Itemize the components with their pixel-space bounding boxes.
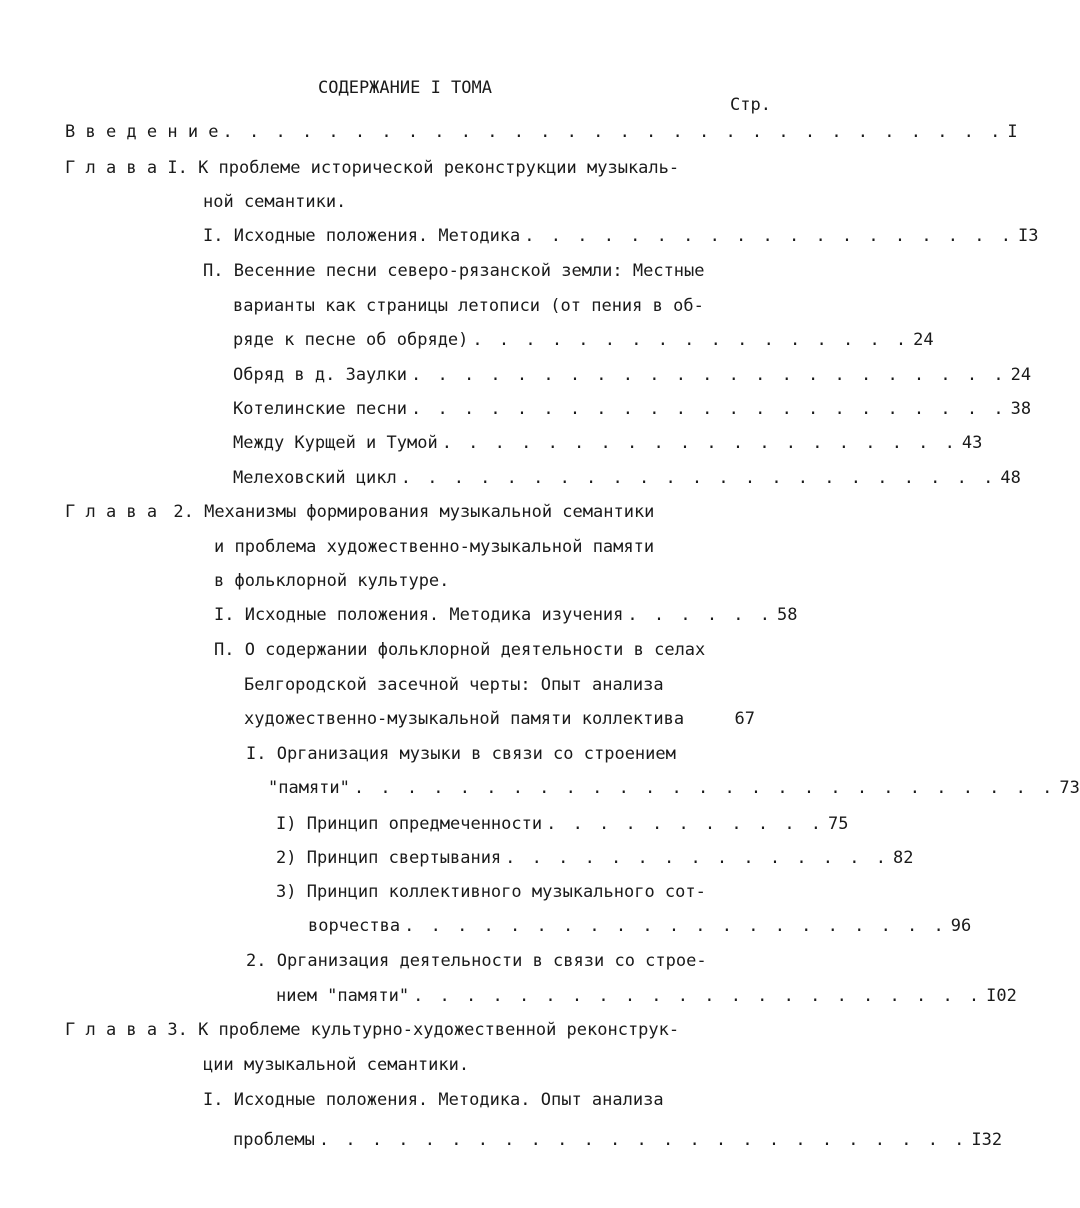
dot-leader: . . . . . . . . . . . . . . . (505, 848, 889, 868)
toc-entry-text: Обряд в д. Заулки (233, 365, 407, 385)
toc-entry-continuation (233, 291, 763, 321)
toc-entry[interactable] (65, 497, 765, 527)
toc-entry[interactable] (214, 600, 798, 630)
dot-leader: . . . . . . . . . . . . . . . . . . . (524, 226, 1014, 246)
dot-leader: . . . . . . . . . . . . . . . . . . . . . . . (400, 468, 997, 488)
dot-leader: . . . . . . . . . . . . . . . . . . . . . . (413, 986, 983, 1006)
toc-entry-text: I) Принцип опредмеченности (276, 814, 543, 834)
toc-entry-continuation (203, 187, 703, 217)
toc-entry-page: 73 (1059, 778, 1080, 798)
toc-entry-text: 2. Механизмы формирования музыкальной семантики (173, 502, 655, 522)
toc-entry-page: 82 (892, 848, 914, 868)
toc-entry[interactable] (65, 1015, 765, 1045)
toc-entry-text: ряде к песне об обряде) (233, 330, 469, 350)
dot-leader: . . . . . . . . . . . . . . . . . . . . . . . (411, 365, 1007, 385)
toc-entry-text: варианты как страницы летописи (от пения в об- (233, 296, 704, 316)
toc-entry-page: I02 (986, 986, 1017, 1006)
toc-entry[interactable] (246, 946, 756, 976)
toc-entry-text: I. Организация музыки в связи со строением (246, 744, 676, 764)
toc-entry-text: Мелеховский цикл (233, 468, 397, 488)
toc-entry-text: 2. Организация деятельности в связи со строе- (246, 951, 707, 971)
toc-entry-text: I. Исходные положения. Методика. Опыт анализа (203, 1090, 664, 1110)
dot-leader: . . . . . . . . . . . . . . . . . . . . . (404, 916, 947, 936)
toc-entry-text: в фольклорной культуре. (214, 571, 450, 591)
toc-entry-page: 67 (734, 709, 755, 729)
toc-entry-continuation (233, 1125, 1003, 1155)
toc-entry[interactable] (214, 635, 774, 665)
toc-entry-text: ной семантики. (203, 192, 347, 212)
toc-entry[interactable] (65, 153, 765, 183)
dot-leader: . . . . . . . . . . . (546, 814, 825, 834)
toc-entry-continuation (244, 670, 764, 700)
toc-entry-page: I3 (1017, 226, 1039, 246)
toc-entry-text: I. К проблеме исторической реконструкции музыкаль- (167, 158, 680, 178)
dot-leader: . . . . . . . . . . . . . . . . . . . . . . . . . . . (353, 778, 1056, 798)
toc-entry-page: 24 (913, 330, 934, 350)
toc-entry-continuation (214, 532, 754, 562)
toc-entry-text: Между Курщей и Тумой (233, 433, 438, 453)
toc-entry-page: I32 (971, 1130, 1003, 1150)
toc-entry[interactable] (233, 360, 1032, 390)
toc-entry[interactable] (203, 1085, 743, 1115)
toc-entry[interactable] (65, 117, 1018, 147)
toc-entry-continuation (203, 1050, 743, 1080)
toc-entry[interactable] (276, 877, 756, 907)
toc-entry-page: 58 (777, 605, 798, 625)
toc-entry[interactable] (276, 843, 914, 873)
toc-entry-continuation (308, 911, 972, 941)
toc-entry[interactable] (276, 809, 849, 839)
toc-entry-continuation (268, 773, 1080, 803)
toc-entry[interactable] (233, 428, 983, 458)
dot-leader: . . . . . . . . . . . . . . . . . (472, 330, 910, 350)
toc-entry-page: I (1007, 122, 1018, 142)
toc-entry-text: проблемы (233, 1130, 315, 1150)
toc-entry-text: "памяти" (268, 778, 350, 798)
chapter-label: Г л а в а (65, 158, 158, 178)
toc-entry-text: художественно-музыкальной памяти коллектива (244, 709, 685, 729)
toc-entry-text: П. Весенние песни северо-рязанской земли: Местные (203, 261, 705, 281)
toc-entry-page: 48 (1000, 468, 1021, 488)
page-column-header: Стр. (730, 95, 771, 115)
toc-entry[interactable] (233, 463, 1021, 493)
toc-entry-continuation (276, 981, 1017, 1011)
toc-entry-text: Котелинские песни (233, 399, 407, 419)
toc-entry-label: В в е д е н и е (65, 122, 219, 142)
toc-entry-text: 3) Принцип коллективного музыкального сот- (276, 882, 706, 902)
toc-entry-text: и проблема художественно-музыкальной памяти (214, 537, 655, 557)
dot-leader: . . . . . . . . . . . . . . . . . . . . (441, 433, 958, 453)
toc-entry-page: 38 (1010, 399, 1032, 419)
dot-leader: . . . . . . . . . . . . . . . . . . . . . . . (411, 399, 1007, 419)
toc-entry[interactable] (203, 221, 1039, 251)
toc-entry-text: I. Исходные положения. Методика изучения (214, 605, 624, 625)
toc-entry-continuation (233, 325, 934, 355)
toc-entry-text: 2) Принцип свертывания (276, 848, 502, 868)
chapter-label: Г л а в а (65, 502, 158, 522)
dot-leader: . . . . . . . . . . . . . . . . . . . . . . . . . . . . . . (222, 122, 1004, 142)
toc-entry-text: П. О содержании фольклорной деятельности в селах (214, 640, 706, 660)
toc-entry-text: ции музыкальной семантики. (203, 1055, 470, 1075)
chapter-label: Г л а в а (65, 1020, 158, 1040)
toc-entry-page: 75 (828, 814, 849, 834)
toc-entry-page: 24 (1010, 365, 1032, 385)
toc-entry[interactable] (203, 256, 763, 286)
toc-entry-continuation (214, 566, 754, 596)
toc-entry-text: I. Исходные положения. Методика (203, 226, 521, 246)
dot-leader: . . . . . . (627, 605, 773, 625)
toc-entry-continuation (244, 704, 755, 734)
dot-leader: . . . . . . . . . . . . . . . . . . . . . . . . . (318, 1130, 968, 1150)
toc-entry-page: 43 (961, 433, 983, 453)
toc-entry-text: нием "памяти" (276, 986, 410, 1006)
toc-entry[interactable] (233, 394, 1032, 424)
toc-entry-text: ворчества (308, 916, 401, 936)
toc-entry[interactable] (246, 739, 746, 769)
toc-entry-text: Белгородской засечной черты: Опыт анализа (244, 675, 664, 695)
toc-entry-text: 3. К проблеме культурно-художественной реконструк- (167, 1020, 680, 1040)
toc-entry-page: 96 (950, 916, 972, 936)
page-title: СОДЕРЖАНИЕ I ТОМА (318, 78, 492, 98)
